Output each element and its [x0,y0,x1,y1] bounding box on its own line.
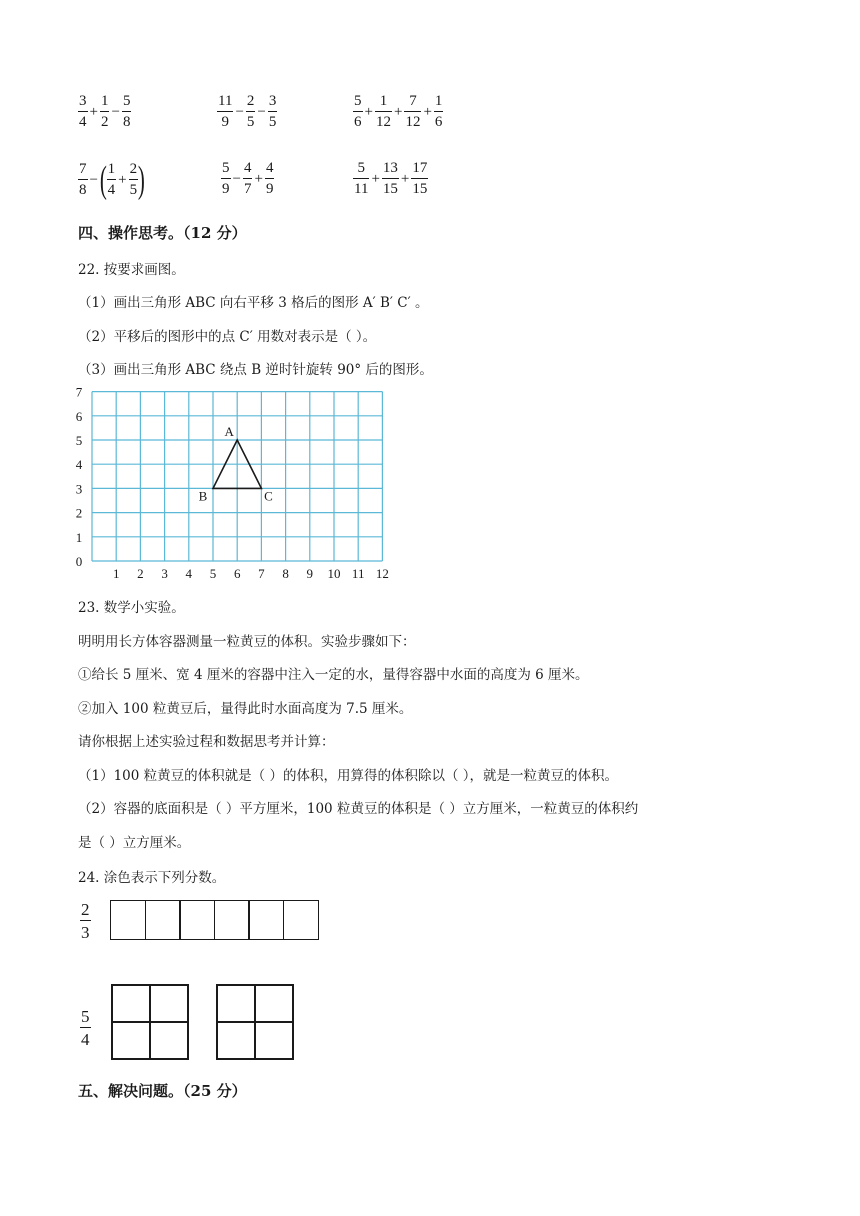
strip-cell[interactable] [145,900,181,940]
q23-step-2: ②加入 100 粒黄豆后，量得此时水面高度为 7.5 厘米。 [78,701,413,717]
square-cell[interactable] [112,985,150,1022]
fraction: $\frac{2}{5}$ [246,93,255,130]
x-tick-label: 8 [282,566,289,581]
y-tick-label: 4 [75,457,83,473]
q23-step-1: ①给长 5 厘米、宽 4 厘米的容器中注入一定的水，量得容器中水面的高度为 6 厘米。 [78,667,589,683]
x-tick-label: 10 [327,566,341,581]
q23-ask: 请你根据上述实验过程和数据思考并计算： [78,734,335,750]
six-cell-strip[interactable] [110,900,319,940]
x-tick-label: 4 [185,566,193,581]
fraction: $\frac{4}{9}$ [265,160,274,197]
vertex-label-a: A [224,424,234,439]
fraction: $\frac{4}{7}$ [243,160,252,197]
q23-intro: 明明用长方体容器测量一粒黄豆的体积。实验步骤如下： [78,634,416,650]
x-tick-label: 12 [375,566,389,581]
y-tick-label: 5 [75,433,83,448]
operator: − [111,103,120,120]
operator: + [423,103,432,120]
fraction-two-thirds: 2 3 [81,900,90,942]
fraction: $\frac{3}{4}$ [79,93,87,130]
y-tick-label: 2 [75,505,83,521]
fraction: $\frac{1}{12}$ [375,93,391,130]
square-cell[interactable] [255,985,293,1022]
q22-step-1: （1）画出三角形 ABC 向右平移 3 格后的图形 A′ B′ C′ 。 [78,295,429,311]
y-tick-label: 1 [75,529,83,545]
strip-cell[interactable] [214,900,250,940]
expression-1 [78,94,131,130]
y-tick-label: 3 [75,481,83,497]
square-cell[interactable] [255,1022,293,1059]
x-tick-label: 5 [209,566,217,581]
fraction: $\frac{5}{6}$ [354,93,362,130]
vertex-label-b: B [198,488,208,504]
x-tick-label: 11 [351,566,365,581]
q22-step-2: （2）平移后的图形中的点 C′ 用数对表示是（ ）。 [78,329,377,345]
fraction: $\frac{13}{15}$ [382,160,398,197]
q23-part-1: （1）100 粒黄豆的体积就是（ ）的体积，用算得的体积除以（ ），就是一粒黄豆的体积。 [78,768,618,784]
vertex-label-c: C [264,488,273,504]
fraction-five-fourths: 5 4 [81,1007,90,1049]
q23-part-2b: 是（ ）立方厘米。 [78,835,191,851]
right-parenthesis: ) [137,159,145,201]
square-cell[interactable] [217,985,255,1022]
expression-2 [217,94,277,130]
q22-title: 22. 按要求画图。 [78,262,185,278]
left-parenthesis: ( [99,159,107,201]
operator: + [254,170,263,187]
square-grid-1[interactable] [111,984,189,1060]
x-tick-label: 1 [112,566,120,581]
square-cell[interactable] [150,1022,188,1059]
fraction: $\frac{11}{9}$ [218,93,233,130]
expression-5 [221,161,274,197]
y-tick-label: 6 [75,408,83,424]
x-tick-label: 6 [233,566,241,581]
fraction: $\frac{7}{12}$ [405,93,421,130]
fraction: $\frac{1}{2}$ [100,93,109,130]
square-cell[interactable] [112,1022,150,1059]
operator: − [89,171,98,188]
expression-6 [353,161,428,197]
fraction: $\frac{17}{15}$ [412,160,428,197]
operator: − [232,170,241,187]
section-5-title: 五、解决问题。（25 分） [78,1082,247,1100]
operator: + [371,170,380,187]
q23-part-2a: （2）容器的底面积是（ ）平方厘米，100 粒黄豆的体积是（ ）立方厘米，一粒黄豆的体积约 [78,801,639,817]
strip-cell[interactable] [110,900,146,940]
operator: + [400,170,410,187]
operator: + [89,103,98,120]
fraction: $\frac{3}{5}$ [268,93,277,130]
section-4-title: 四、操作思考。（12 分） [78,224,247,242]
operator: − [235,103,244,120]
square-grid-2[interactable] [216,984,294,1060]
square-cell[interactable] [150,985,188,1022]
fraction: $\frac{5}{8}$ [122,93,131,130]
x-tick-label: 2 [137,566,144,581]
fraction: $\frac{2}{5}$ [129,161,138,198]
x-tick-label: 3 [161,566,168,581]
fraction: $\frac{5}{9}$ [222,160,230,197]
strip-cell[interactable] [283,900,319,940]
expression-4 [78,161,145,199]
fraction: $\frac{1}{4}$ [107,161,116,198]
strip-cell[interactable] [179,900,215,940]
fraction: $\frac{5}{11}$ [354,160,369,197]
expression-3 [353,94,443,130]
strip-cell[interactable] [248,900,284,940]
square-cell[interactable] [217,1022,255,1059]
x-tick-label: 9 [306,566,314,581]
coordinate-grid [70,384,400,584]
y-tick-label: 7 [75,384,83,400]
operator: + [118,171,127,188]
q24-title: 24. 涂色表示下列分数。 [78,870,226,886]
q22-step-3: （3）画出三角形 ABC 绕点 B 逆时针旋转 90° 后的图形。 [78,362,433,378]
x-tick-label: 0 [75,554,83,569]
operator: − [257,103,266,120]
operator: + [393,103,403,120]
q23-title: 23. 数学小实验。 [78,600,185,616]
operator: + [364,103,373,120]
fraction: $\frac{1}{6}$ [434,93,443,130]
x-tick-label: 7 [258,566,265,581]
fraction: $\frac{7}{8}$ [79,161,87,198]
